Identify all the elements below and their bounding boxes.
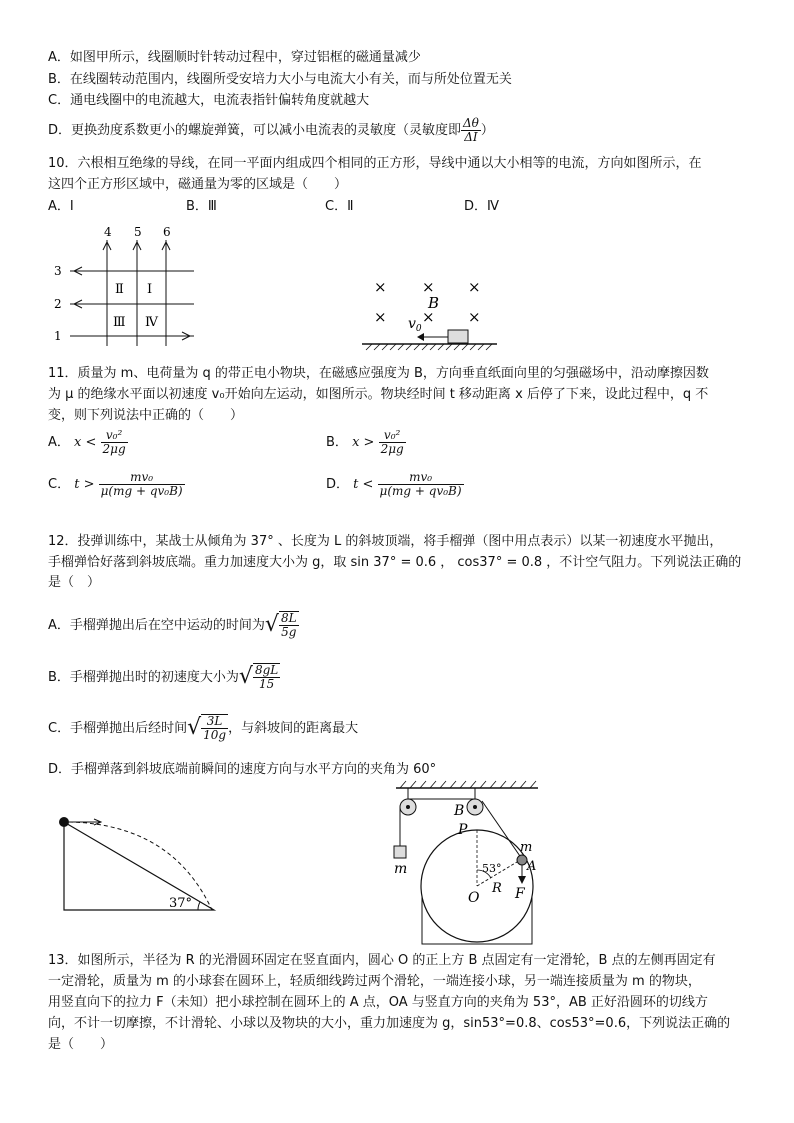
field-b-label: B bbox=[428, 294, 440, 312]
wire-label-5: 5 bbox=[134, 225, 142, 239]
fraction-denominator: ΔI bbox=[464, 130, 478, 144]
q9-option-c: C．通电线圈中的电流越大，电流表指针偏转角度就越大 bbox=[48, 93, 370, 108]
fraction-numerator: 3L bbox=[201, 715, 228, 729]
q10-option-c: C．Ⅱ bbox=[325, 199, 354, 214]
q9-option-a: A．如图甲所示，线圈顺时针转动过程中，穿过铝框的磁通量减少 bbox=[48, 50, 421, 65]
q11-option-d bbox=[326, 470, 464, 500]
sqrt-expression: √ $\frac{3L}{10g}$ bbox=[187, 714, 227, 742]
wire-label-4: 4 bbox=[104, 225, 112, 239]
option-tail: ，与斜坡间的距离最大 bbox=[228, 720, 359, 736]
radius-r-label: R bbox=[492, 881, 502, 896]
q12-option-c bbox=[48, 711, 358, 746]
q11-stem-line1: 11．质量为 m、电荷量为 q 的带正电小物块，在磁感应强度为 B，方向垂直纸面向里的匀强磁场中，沿动摩擦因数 bbox=[48, 366, 709, 381]
option-prefix: C． bbox=[48, 477, 71, 492]
option-variable: t < bbox=[353, 477, 374, 492]
wire-label-3: 3 bbox=[54, 264, 62, 278]
field-cross: × bbox=[374, 308, 387, 326]
option-fraction bbox=[101, 429, 128, 456]
fraction-numerator: v₀² bbox=[379, 429, 406, 443]
block-mass-label: m bbox=[394, 861, 408, 877]
fraction-denominator: 2μg bbox=[380, 442, 404, 456]
field-cross: × bbox=[374, 278, 387, 296]
option-text: A．手榴弹抛出后在空中运动的时间为 bbox=[48, 617, 265, 633]
field-cross: × bbox=[422, 278, 435, 296]
q12-slope-figure bbox=[52, 810, 222, 916]
fraction-denominator: 10g bbox=[203, 728, 227, 742]
q10-stem-line1: 10．六根相互绝缘的导线，在同一平面内组成四个相同的正方形，导线中通以大小相等的电流，方向如图所示，在 bbox=[48, 156, 702, 171]
q10-stem-line2: 这四个正方形区域中，磁通量为零的区域是（ ） bbox=[48, 177, 348, 192]
velocity-label: $v_0$ bbox=[408, 316, 422, 334]
fraction-denominator: 15 bbox=[258, 677, 275, 691]
q10-wire-grid-figure bbox=[48, 222, 198, 347]
q9-option-d-text: D．更换劲度系数更小的螺旋弹簧，可以减小电流表的灵敏度（灵敏度即 bbox=[48, 123, 462, 138]
q9-option-b: B．在线圈转动范围内，线圈所受安培力大小与电流大小有关，而与所处位置无关 bbox=[48, 72, 512, 87]
q10-option-b: B．Ⅲ bbox=[186, 199, 217, 214]
q11-stem-line2: 为 μ 的绝缘水平面以初速度 v₀开始向左运动，如图所示。物块经时间 t 移动距离 x 后停了下来，设此过程中，q 不 bbox=[48, 387, 709, 402]
slope-angle-label: 37° bbox=[169, 896, 193, 911]
fraction-numerator: mv₀ bbox=[99, 471, 185, 485]
q13-stem-line1: 13．如图所示，半径为 R 的光滑圆环固定在竖直面内，圆心 O 的正上方 B 点固定有一定滑轮，B 点的左侧再固定有 bbox=[48, 953, 716, 968]
q13-stem-line4: 向，不计一切摩擦，不计滑轮、小球以及物块的大小，重力加速度为 g，sin53°=0.8、cos53°=0.6，下列说法正确的 bbox=[48, 1016, 731, 1031]
q9-option-d bbox=[48, 116, 494, 146]
q12-option-d: D．手榴弹落到斜坡底端前瞬间的速度方向与水平方向的夹角为 60° bbox=[48, 762, 437, 777]
q13-stem-line5: 是（ ） bbox=[48, 1037, 114, 1052]
grenade-dot bbox=[59, 817, 69, 827]
fraction-denominator: μ(mg + qv₀B) bbox=[100, 484, 183, 498]
q13-ring-pulley-figure bbox=[388, 778, 548, 948]
field-cross: × bbox=[468, 308, 481, 326]
q11-option-a bbox=[48, 428, 128, 458]
q12-stem-line1: 12．投弹训练中，某战士从倾角为 37° 、长度为 L 的斜坡顶端，将手榴弹（图中用点表示）以某一初速度水平抛出， bbox=[48, 534, 723, 549]
option-fraction bbox=[379, 429, 406, 456]
q11-option-b bbox=[326, 428, 406, 458]
option-text: C．手榴弹抛出后经时间 bbox=[48, 720, 188, 736]
ball-a bbox=[517, 855, 527, 865]
point-a-label: A bbox=[527, 859, 537, 874]
option-prefix: B． bbox=[326, 435, 348, 450]
region-label-ii: Ⅱ bbox=[115, 282, 124, 297]
wire-label-2: 2 bbox=[54, 297, 62, 311]
option-fraction bbox=[378, 471, 464, 498]
sqrt-expression: √ $\frac{8L}{5g}$ bbox=[264, 611, 297, 639]
q12-stem-line2: 手榴弹恰好落到斜坡底端。重力加速度大小为 g，取 sin 37° = 0.6 ， cos37° = 0.8 ，不计空气阻力。下列说法正确的 bbox=[48, 555, 742, 570]
q10-option-d: D．Ⅳ bbox=[464, 199, 500, 214]
fraction-denominator: 2μg bbox=[102, 442, 126, 456]
angle-53-label: 53° bbox=[482, 862, 502, 875]
option-fraction bbox=[99, 471, 185, 498]
q12-option-b bbox=[48, 660, 280, 695]
hanging-block bbox=[394, 846, 406, 858]
force-f-label: F bbox=[515, 886, 525, 902]
wire-label-1: 1 bbox=[54, 329, 62, 343]
option-prefix: D． bbox=[326, 477, 350, 492]
field-cross: × bbox=[422, 308, 435, 326]
sqrt-expression: √ $\frac{8gL}{15}$ bbox=[238, 663, 279, 691]
option-text: B．手榴弹抛出时的初速度大小为 bbox=[48, 669, 239, 685]
fraction-denominator: 5g bbox=[281, 625, 297, 639]
q11-block-figure bbox=[362, 276, 502, 352]
q11-stem-line3: 变，则下列说法中正确的（ ） bbox=[48, 408, 244, 423]
option-variable: t > bbox=[74, 477, 95, 492]
center-o-label: O bbox=[468, 890, 480, 906]
q10-option-a: A．Ⅰ bbox=[48, 199, 74, 214]
sensitivity-fraction bbox=[461, 117, 481, 144]
q13-stem-line3: 用竖直向下的拉力 F（未知）把小球控制在圆环上的 A 点，OA 与竖直方向的夹角为 53°，AB 正好沿圆环的切线方 bbox=[48, 995, 708, 1010]
charged-block bbox=[448, 330, 468, 343]
option-prefix: A． bbox=[48, 435, 70, 450]
fraction-numerator: Δθ bbox=[463, 116, 479, 130]
point-b-label: B bbox=[454, 803, 465, 819]
q12-stem-line3: 是（ ） bbox=[48, 575, 101, 590]
region-label-iii: Ⅲ bbox=[113, 315, 126, 330]
wire-label-6: 6 bbox=[163, 225, 171, 239]
q13-stem-line2: 一定滑轮，质量为 m 的小球套在圆环上，轻质细线跨过两个滑轮，一端连接小球，另一端连接质量为 m 的物块， bbox=[48, 974, 701, 989]
q12-option-a bbox=[48, 608, 299, 643]
velocity-arrow bbox=[417, 333, 424, 341]
fraction-numerator: 8gL bbox=[254, 663, 279, 677]
fraction-numerator: v₀² bbox=[101, 429, 128, 443]
fraction-numerator: 8L bbox=[280, 611, 297, 625]
option-variable: x < bbox=[74, 435, 97, 450]
region-label-iv: Ⅳ bbox=[145, 315, 158, 330]
q11-option-c bbox=[48, 470, 185, 500]
option-variable: x > bbox=[352, 435, 375, 450]
point-p-label: P bbox=[458, 822, 468, 838]
region-label-i: Ⅰ bbox=[147, 282, 153, 297]
fraction-numerator: mv₀ bbox=[378, 471, 464, 485]
q9-option-d-tail: ） bbox=[480, 123, 494, 138]
field-cross: × bbox=[468, 278, 481, 296]
ball-mass-label: m bbox=[520, 840, 533, 855]
fraction-denominator: μ(mg + qv₀B) bbox=[379, 484, 462, 498]
